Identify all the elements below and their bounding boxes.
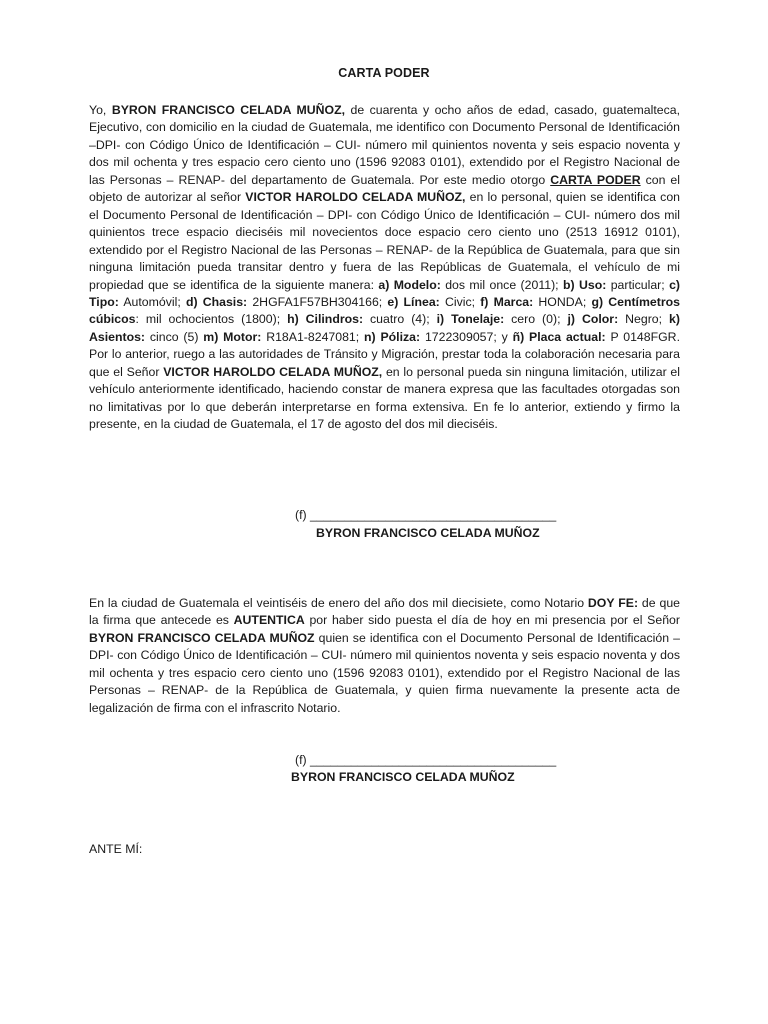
vehicle-field-value: Automóvil; bbox=[118, 294, 186, 309]
text-run: P 0148FGR. Por lo anterior, ruego a las autoridades de Tránsito y Migración, prestar toda la colaboración necesaria para que el Señor bbox=[89, 329, 680, 379]
doy-fe-emphasis: DOY FE: bbox=[587, 596, 639, 610]
text-run: de cuarenta y ocho años de edad, casado, guatemalteca, Ejecutivo, con domicilio en la ciudad de Guatemala, me identifico con Documento Personal de Identificación –DPI- con Código Único de Identificación – CUI- número mil quinientos noventa y seis espacio noventa y dos mil ochenta y tres espacio cero ciento uno (1596 92083 0101), extendido por el Registro Nacional de las Personas – RENAP- del departamento de Guatemala. Por este medio otorgo bbox=[89, 103, 681, 187]
vehicle-field-value: dos mil once (2011); bbox=[440, 277, 563, 292]
vehicle-field-label: h) Cilindros: bbox=[287, 312, 364, 327]
vehicle-field-label: e) Línea: bbox=[387, 294, 440, 309]
text-run: En la ciudad de Guatemala el veintiséis de enero del año dos mil diecisiete, como Notario bbox=[89, 596, 588, 610]
vehicle-field-value: cinco (5) bbox=[145, 329, 204, 344]
ante-mi-label: ANTE MÍ: bbox=[89, 842, 143, 856]
signatory-name: BYRON FRANCISCO CELADA MUÑOZ bbox=[291, 770, 515, 784]
vehicle-field-value: particular; bbox=[606, 277, 670, 292]
vehicle-field-label: b) Uso: bbox=[562, 277, 607, 292]
vehicle-field-label: f) Marca: bbox=[480, 294, 534, 309]
signer-name: BYRON FRANCISCO CELADA MUÑOZ bbox=[89, 630, 315, 645]
vehicle-field-value: 1722309057; y bbox=[420, 329, 513, 344]
vehicle-field-label: c) Tipo: bbox=[89, 277, 681, 309]
vehicle-field-value: : mil ochocientos (1800); bbox=[135, 312, 288, 327]
grantee-name: VICTOR HAROLDO CELADA MUÑOZ, bbox=[245, 190, 466, 205]
signature-line: (f) ____________________________________ bbox=[295, 508, 557, 522]
text-run: en lo personal, quien se identifica con el Documento Personal de Identificación – DPI- con Código Único de Identificación – CUI- número dos mil quinientos trece espacio dieciséis mil novecientos doce espacio cero ciento uno (2513 16912 0101), extendido por el Registro Nacional de las Personas – RENAP- de la República de Guatemala, para que sin ninguna limitación pueda transitar dentro y fuera de las Repúblicas de Guatemala, el vehículo de mi propiedad que se identifica de la siguiente manera: bbox=[89, 190, 681, 292]
vehicle-field-value: R18A1-8247081; bbox=[261, 329, 365, 344]
vehicle-field-value: Negro; bbox=[618, 312, 670, 327]
carta-poder-emphasis: CARTA PODER bbox=[550, 172, 641, 187]
vehicle-field-label: a) Modelo: bbox=[378, 277, 441, 292]
notary-authentication-paragraph bbox=[89, 595, 680, 717]
text-run: quien se identifica con el Documento Personal de Identificación – DPI- con Código Único de Identificación – CUI- número mil quinientos noventa y seis espacio noventa y dos mil ochenta y tres espacio cero ciento uno (1596 92083 0101), extendido por el Registro Nacional de las Personas – RENAP- de la República de Guatemala, y quien firma nuevamente la presente acta de legalización de firma con el infrascrito Notario. bbox=[89, 630, 680, 715]
vehicle-field-label: d) Chasis: bbox=[185, 294, 248, 309]
grantee-name: VICTOR HAROLDO CELADA MUÑOZ, bbox=[163, 364, 383, 379]
vehicle-field-label: ñ) Placa actual: bbox=[512, 329, 606, 344]
vehicle-field-label: j) Color: bbox=[567, 312, 619, 327]
document-title: CARTA PODER bbox=[338, 66, 430, 80]
vehicle-field-label: k) Asientos: bbox=[89, 312, 680, 344]
text-run: Yo, bbox=[89, 103, 112, 117]
vehicle-field-label: g) Centímetros cúbicos bbox=[89, 294, 680, 327]
grantor-name: BYRON FRANCISCO CELADA MUÑOZ, bbox=[111, 103, 346, 117]
vehicle-field-value: cero (0); bbox=[504, 312, 568, 327]
text-run: de que la firma que antecede es bbox=[89, 596, 681, 628]
signatory-name: BYRON FRANCISCO CELADA MUÑOZ bbox=[316, 526, 540, 540]
vehicle-field-label: n) Póliza: bbox=[364, 329, 421, 344]
power-of-attorney-paragraph bbox=[89, 102, 680, 434]
vehicle-field-label: m) Motor: bbox=[203, 329, 262, 344]
vehicle-field-value: HONDA; bbox=[533, 294, 592, 309]
text-run: por haber sido puesta el día de hoy en mi presencia por el Señor bbox=[304, 613, 680, 628]
vehicle-field-value: cuatro (4); bbox=[363, 312, 437, 327]
signature-line: (f) ____________________________________ bbox=[295, 753, 557, 767]
vehicle-field-value: Civic; bbox=[439, 294, 481, 309]
text-run: en lo personal pueda sin ninguna limitación, utilizar el vehículo anteriormente identificado, haciendo constar de manera expresa que las facultades otorgadas son no limitativas por lo que deberán interpretarse en forma extensiva. En fe lo anterior, extiendo y firmo la presente, en la ciudad de Guatemala, el 17 de agosto del dos mil dieciséis. bbox=[89, 364, 681, 432]
text-run: con el objeto de autorizar al señor bbox=[89, 172, 681, 205]
autentica-emphasis: AUTENTICA bbox=[233, 613, 305, 628]
vehicle-field-value: 2HGFA1F57BH304166; bbox=[247, 294, 388, 309]
vehicle-field-label: i) Tonelaje: bbox=[436, 312, 505, 327]
